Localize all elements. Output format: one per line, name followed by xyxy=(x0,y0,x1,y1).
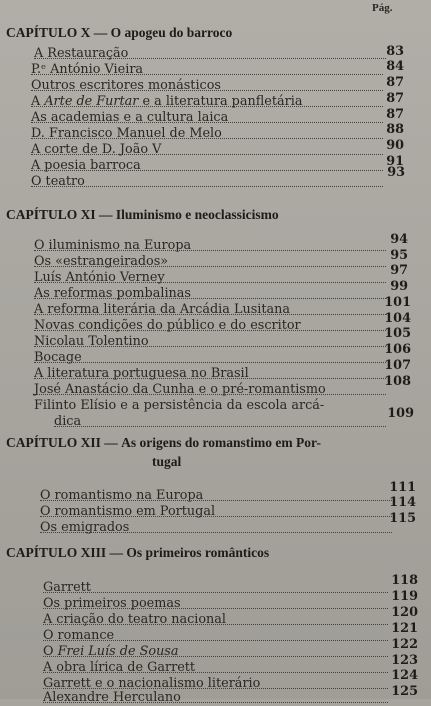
toc-entry[interactable] xyxy=(34,254,386,270)
toc-entry-page: 104 xyxy=(384,311,411,326)
chapter-heading xyxy=(6,205,279,224)
toc-entry[interactable] xyxy=(43,660,388,676)
toc-entry-page: 90 xyxy=(386,138,404,153)
chapter-heading xyxy=(6,543,269,562)
toc-entry-page: 94 xyxy=(390,232,408,247)
toc-entry-page: 101 xyxy=(384,295,411,310)
page-column-label: Pág. xyxy=(372,2,393,14)
toc-entry-page: 125 xyxy=(391,684,418,699)
toc-entry-label: Outros escritores monásticos xyxy=(31,78,221,93)
toc-entry[interactable] xyxy=(40,488,392,504)
toc-entry[interactable] xyxy=(43,580,388,596)
toc-entry[interactable] xyxy=(31,126,383,142)
toc-entry[interactable] xyxy=(31,142,383,158)
toc-entry-label: O Frei Luís de Sousa xyxy=(43,644,179,659)
toc-entry-label: D. Francisco Manuel de Melo xyxy=(31,126,222,141)
toc-entry-label: O romantismo em Portugal xyxy=(40,504,216,519)
toc-entry[interactable] xyxy=(40,520,392,536)
toc-entry[interactable] xyxy=(34,286,386,302)
toc-entry-page: 99 xyxy=(390,279,408,294)
chapter-title: Iluminismo e neoclassicismo xyxy=(115,207,279,222)
toc-entry-page: 111 xyxy=(389,480,416,495)
toc-entry-label: P.ᵉ António Vieira xyxy=(31,62,144,77)
toc-entry[interactable] xyxy=(31,62,383,78)
toc-entry-page: 107 xyxy=(384,358,411,373)
toc-entry[interactable] xyxy=(40,504,392,520)
toc-entry[interactable] xyxy=(34,382,386,398)
toc-entry-label: As academias e a cultura laica xyxy=(31,110,229,125)
chapter-title-cont: tugal xyxy=(152,454,182,469)
toc-entry-label: Os emigrados xyxy=(40,520,130,535)
toc-entry-label: A obra lírica de Garrett xyxy=(43,660,196,675)
toc-entry-label: A literatura portuguesa no Brasil xyxy=(34,366,249,381)
toc-entry-label: Filinto Elísio e a persistência da escola arcá- xyxy=(34,398,325,413)
toc-entry-page: 87 xyxy=(386,75,404,90)
toc-entry[interactable] xyxy=(43,612,388,628)
toc-entry-label: Garrett e o nacionalismo literário xyxy=(43,676,261,691)
chapter-title: As origens do romanstimo em Por- xyxy=(121,435,321,450)
toc-entry-page: 122 xyxy=(391,637,418,652)
toc-entry[interactable] xyxy=(34,350,386,366)
toc-entry[interactable] xyxy=(34,238,386,254)
toc-entry-label: A Restauração xyxy=(34,46,129,61)
toc-entry-label: O romance xyxy=(43,628,115,643)
toc-entry-page: 119 xyxy=(391,589,418,604)
toc-entry-page: 87 xyxy=(386,91,404,106)
toc-entry-page: 123 xyxy=(391,653,418,668)
toc-entry[interactable] xyxy=(34,398,386,414)
toc-entry-page: 91 xyxy=(386,154,404,169)
toc-entry[interactable] xyxy=(43,628,388,644)
chapter-heading xyxy=(6,433,321,471)
toc-entry-page: 118 xyxy=(391,573,418,588)
toc-entry-label: Alexandre Herculano xyxy=(43,690,181,705)
toc-entry[interactable] xyxy=(34,46,386,62)
toc-entry-page: 121 xyxy=(391,621,418,636)
toc-entry-label: O romantismo na Europa xyxy=(40,488,204,503)
toc-entry-page: 87 xyxy=(386,107,404,122)
chapter-prefix: CAPÍTULO XIII — xyxy=(6,545,127,560)
toc-entry-label: A criação do teatro nacional xyxy=(43,612,227,627)
toc-entry-label: A Arte de Furtar e a literatura panfletária xyxy=(31,94,303,109)
toc-entry-label: Garrett xyxy=(43,580,91,595)
toc-entry-page: 88 xyxy=(386,122,404,137)
chapter-prefix: CAPÍTULO XI — xyxy=(6,207,116,222)
toc-entry-label: Bocage xyxy=(34,350,82,365)
toc-entry-label: A reforma literária da Arcádia Lusitana xyxy=(34,302,291,317)
toc-entry-page: 124 xyxy=(391,668,418,683)
toc-entry[interactable] xyxy=(34,334,386,350)
toc-entry-page: 84 xyxy=(386,59,404,74)
chapter-title: Os primeiros românticos xyxy=(126,545,270,560)
toc-entry-label: O teatro xyxy=(31,174,85,189)
toc-entry-page: 109 xyxy=(387,406,414,421)
toc-entry-page: 106 xyxy=(384,342,411,357)
toc-entry[interactable] xyxy=(54,414,386,430)
chapter-prefix: CAPÍTULO X — xyxy=(6,25,111,40)
toc-entry[interactable] xyxy=(34,270,386,286)
toc-entry-label-cont: dica xyxy=(54,414,82,429)
toc-entry[interactable] xyxy=(31,110,383,126)
toc-entry-label: Os primeiros poemas xyxy=(43,596,181,611)
toc-entry-label: Luís António Verney xyxy=(34,270,165,285)
toc-entry-page: 95 xyxy=(390,248,408,263)
toc-entry-page: 115 xyxy=(389,511,416,526)
toc-entry[interactable] xyxy=(34,302,386,318)
toc-entry-label: A poesia barroca xyxy=(31,158,141,173)
chapter-heading xyxy=(6,23,232,42)
toc-entry-page: 108 xyxy=(384,374,411,389)
toc-entry-page: 120 xyxy=(391,605,418,620)
toc-entry[interactable] xyxy=(43,596,388,612)
toc-entry-label: Os «estrangeirados» xyxy=(34,254,169,269)
toc-entry-page: 114 xyxy=(389,495,416,510)
toc-entry-label: A corte de D. João V xyxy=(31,142,162,157)
toc-entry-label: Novas condições do público e do escritor xyxy=(34,318,301,333)
toc-entry[interactable] xyxy=(31,78,383,94)
toc-entry-label: O iluminismo na Europa xyxy=(34,238,192,253)
toc-entry[interactable] xyxy=(43,644,388,660)
toc-entry-page: 83 xyxy=(386,44,404,59)
toc-entry-label: Nicolau Tolentino xyxy=(34,334,149,349)
toc-entry[interactable] xyxy=(34,366,386,382)
toc-entry[interactable] xyxy=(34,318,386,334)
toc-entry[interactable] xyxy=(31,158,383,174)
toc-entry[interactable] xyxy=(31,174,383,190)
toc-entry-page: 97 xyxy=(390,263,408,278)
chapter-title: O apogeu do barroco xyxy=(110,25,233,40)
toc-entry[interactable] xyxy=(31,94,383,110)
toc-entry-label: As reformas pombalinas xyxy=(34,286,191,301)
toc-entry[interactable] xyxy=(43,690,388,706)
chapter-prefix: CAPÍTULO XII — xyxy=(6,435,122,450)
toc-entry-page: 93 xyxy=(387,165,405,180)
toc-entry-page: 105 xyxy=(384,326,411,341)
toc-entry-label: José Anastácio da Cunha e o pré-romantismo xyxy=(34,382,326,397)
